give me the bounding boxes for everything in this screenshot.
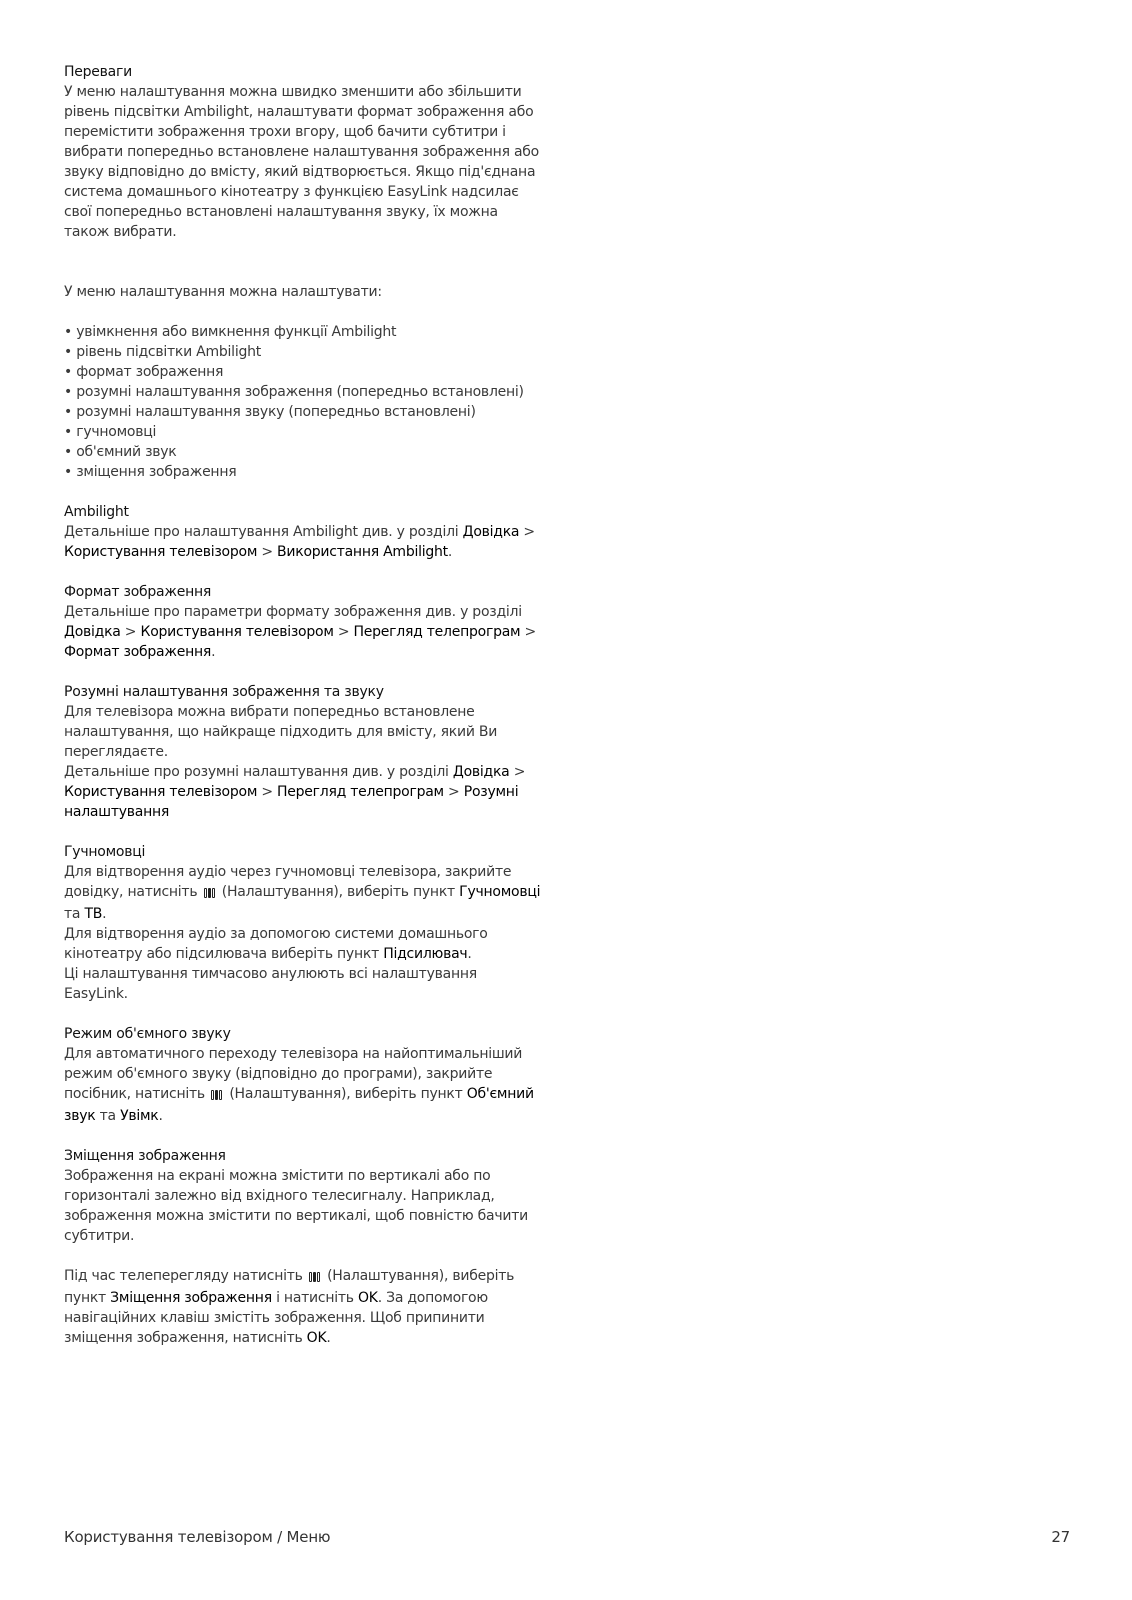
list-item: • розумні налаштування зображення (попередньо встановлені) xyxy=(64,382,544,402)
amplifier-option: Підсилювач xyxy=(383,946,468,962)
list-item: • зміщення зображення xyxy=(64,462,544,482)
easylink-note: Ці налаштування тимчасово анулюють всі налаштування EasyLink. xyxy=(64,966,477,1002)
link-using-ambilight[interactable]: Використання Ambilight xyxy=(277,544,448,560)
link-picture-format[interactable]: Формат зображення xyxy=(64,644,212,660)
adjust-icon xyxy=(204,884,216,904)
link-help[interactable]: Довідка xyxy=(452,764,510,780)
heading-picture-format: Формат зображення xyxy=(64,584,212,600)
footer-section: Користування телевізором / Меню xyxy=(64,1528,331,1546)
heading-picture-shift: Зміщення зображення xyxy=(64,1148,226,1164)
link-smart-settings[interactable]: Розумні налаштування xyxy=(64,784,519,820)
link-tv-usage[interactable]: Користування телевізором xyxy=(64,784,258,800)
format-text: Детальніше про параметри формату зображення див. у розділі Довідка > Користування телевізором > Перегляд телепрограм > Формат зображення. xyxy=(64,604,537,660)
ambilight-text: Детальніше про налаштування Ambilight див. у розділі Довідка > Користування телевізором > Використання Ambilight. xyxy=(64,524,535,560)
adjust-icon xyxy=(309,1268,321,1288)
speakers-option: Гучномовці xyxy=(459,884,541,900)
shift-instructions: Під час телеперегляду натисніть (Налаштування), виберіть пункт Зміщення зображення і натисніть OK. За допомогою навігаційних клавіш змістіть зображення. Щоб припинити зміщення зображення, натисніть OK. xyxy=(64,1268,515,1346)
page-body xyxy=(64,62,544,1348)
shift-text: Зображення на екрані можна змістити по вертикалі або по горизонталі залежно від вхідного телесигналу. Наприклад, зображення можна змістити по вертикалі, щоб повністю бачити субтитри. xyxy=(64,1168,528,1244)
tv-option: TB xyxy=(84,906,103,922)
on-option: Увімк xyxy=(120,1108,159,1124)
list-item: • гучномовці xyxy=(64,422,544,442)
ok-key: OK xyxy=(358,1290,378,1306)
heading-smart-settings: Розумні налаштування зображення та звуку xyxy=(64,684,384,700)
surround-text: Для автоматичного переходу телевізора на найоптимальніший режим об'ємного звуку (відповідно до програми), закрийте посібник, натисніть (Налаштування), виберіть пункт Об'ємний звук та Увімк. xyxy=(64,1046,534,1124)
intro-text: У меню налаштування можна налаштувати: xyxy=(64,284,382,300)
speakers-text: Для відтворення аудіо через гучномовці телевізора, закрийте довідку, натисніть (Налаштування), виберіть пункт Гучномовці та TB. xyxy=(64,864,541,922)
benefits-text: У меню налаштування можна швидко зменшити або збільшити рівень підсвітки Ambilight, налаштувати формат зображення або перемістити зображення трохи вгору, щоб бачити субтитри і вибрати попередньо встановлене налаштування зображення або звуку відповідно до вмісту, який відтворюється. Якщо під'єднана система домашнього кінотеатру з функцією EasyLink надсилає свої попередньо встановлені налаштування звуку, їх можна також вибрати. xyxy=(64,84,539,240)
surround-option: Об'ємний звук xyxy=(64,1086,534,1124)
page-number: 27 xyxy=(1051,1528,1070,1546)
heading-surround: Режим об'ємного звуку xyxy=(64,1026,231,1042)
heading-speakers: Гучномовці xyxy=(64,844,146,860)
amplifier-text: Для відтворення аудіо за допомогою системи домашнього кінотеатру або підсилювача виберіть пункт Підсилювач. xyxy=(64,926,488,962)
heading-ambilight: Ambilight xyxy=(64,504,129,520)
smart-text: Для телевізора можна вибрати попередньо встановлене налаштування, що найкраще підходить для вмісту, який Ви переглядаєте. xyxy=(64,704,498,760)
link-tv-usage[interactable]: Користування телевізором xyxy=(64,544,258,560)
heading-benefits: Переваги xyxy=(64,64,132,80)
smart-more-text: Детальніше про розумні налаштування див. у розділі Довідка > Користування телевізором > Перегляд телепрограм > Розумні налаштування xyxy=(64,764,526,820)
list-item: • увімкнення або вимкнення функції Ambilight xyxy=(64,322,544,342)
link-watching-tv[interactable]: Перегляд телепрограм xyxy=(277,784,444,800)
list-item: • об'ємний звук xyxy=(64,442,544,462)
settings-list xyxy=(64,322,544,482)
ok-key: OK xyxy=(306,1330,327,1346)
list-item: • розумні налаштування звуку (попередньо встановлені) xyxy=(64,402,544,422)
adjust-icon xyxy=(211,1086,223,1106)
link-watching-tv[interactable]: Перегляд телепрограм xyxy=(353,624,521,640)
link-help[interactable]: Довідка xyxy=(462,524,520,540)
shift-option: Зміщення зображення xyxy=(110,1290,272,1306)
list-item: • формат зображення xyxy=(64,362,544,382)
link-help[interactable]: Довідка xyxy=(64,624,121,640)
list-item: • рівень підсвітки Ambilight xyxy=(64,342,544,362)
link-tv-usage[interactable]: Користування телевізором xyxy=(140,624,334,640)
